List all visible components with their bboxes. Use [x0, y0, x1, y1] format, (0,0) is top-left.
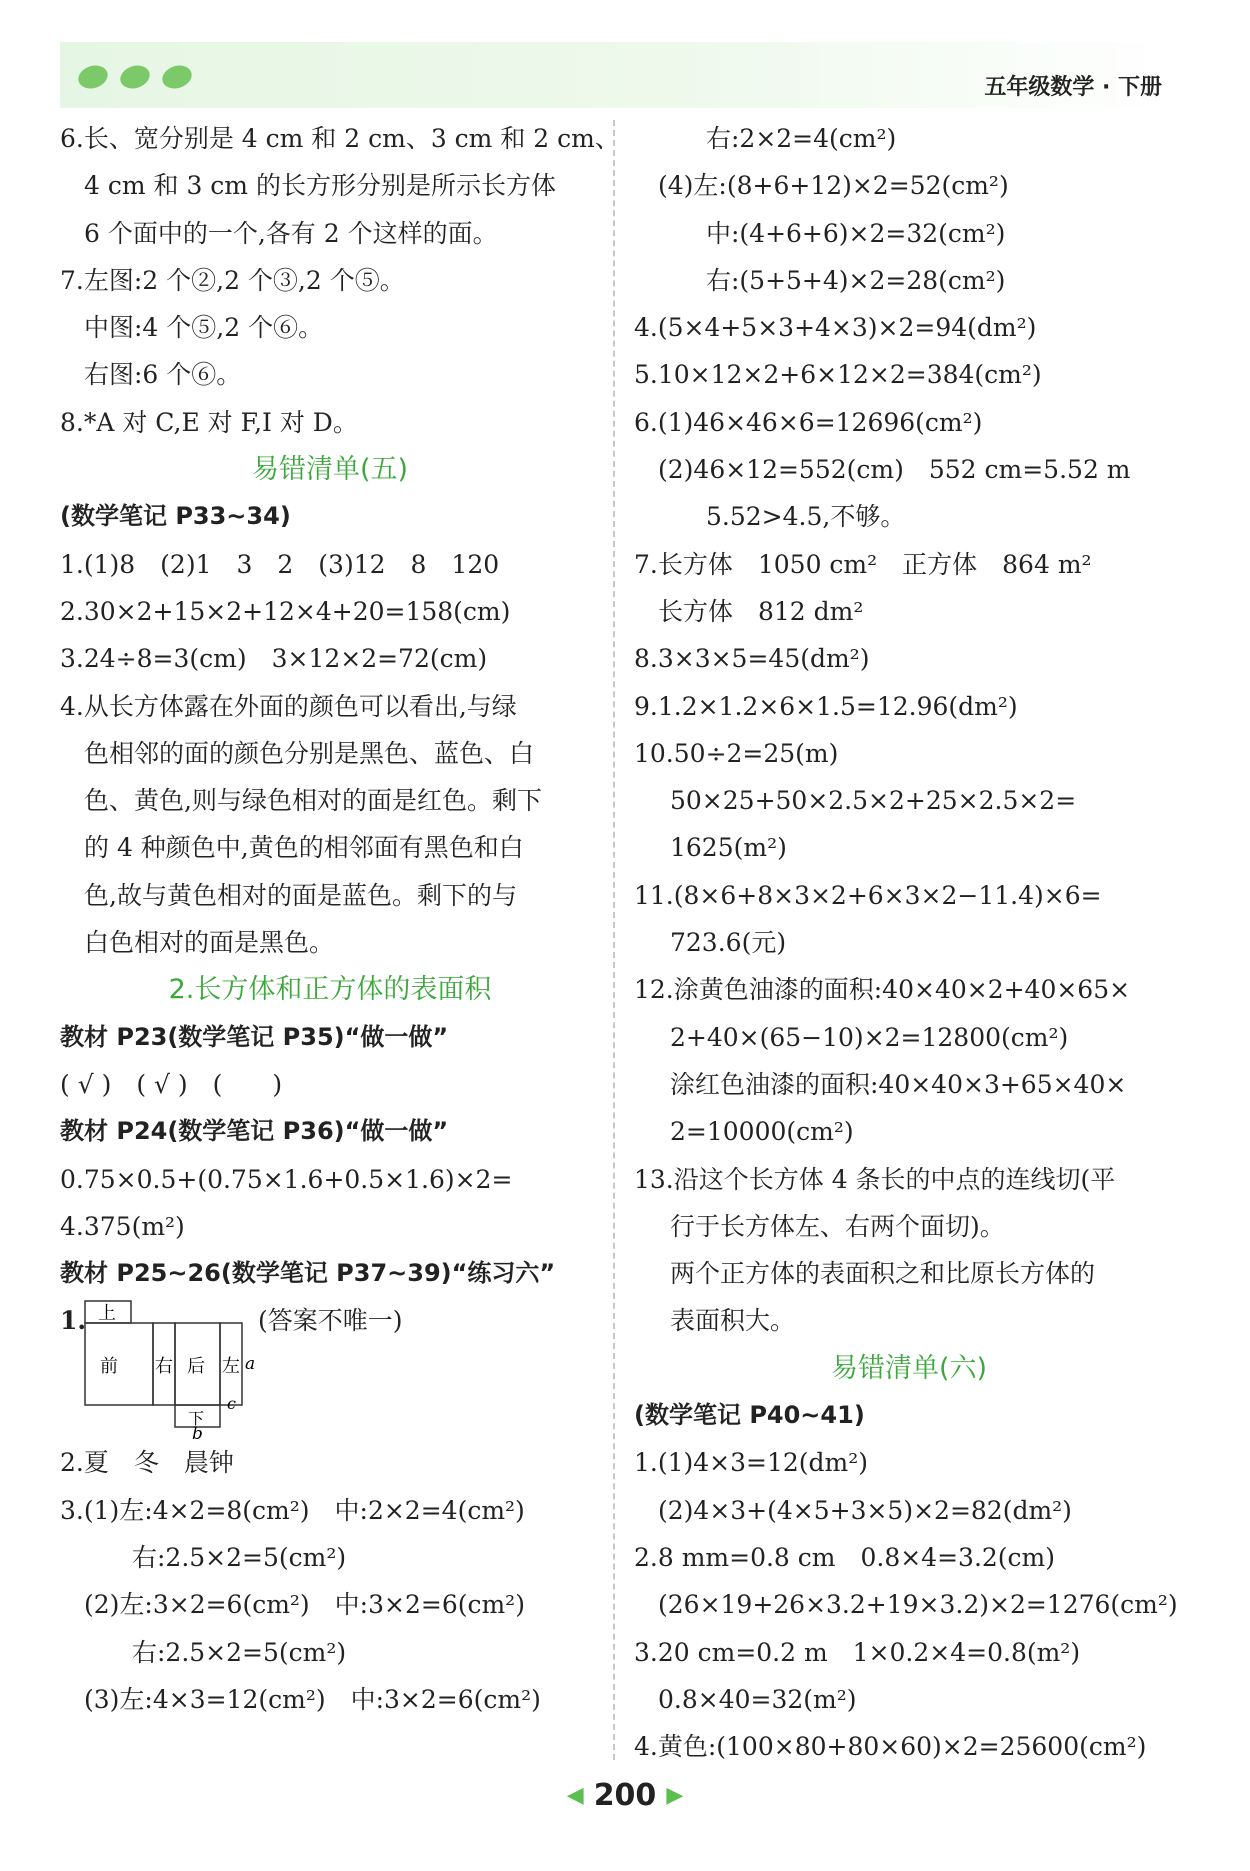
dot-icon [117, 62, 152, 92]
answer-line: 色相邻的面的颜色分别是黑色、蓝色、白 [84, 738, 535, 768]
answer-line: 10.50÷2=25(m) [634, 738, 839, 768]
answer-line: 8.*A 对 C,E 对 F,I 对 D。 [60, 407, 358, 437]
answer-line: 4.(5×4+5×3+4×3)×2=94(dm²) [634, 313, 1037, 343]
answer-line: 表面积大。 [670, 1306, 796, 1336]
answer-line: 白色相对的面是黑色。 [84, 928, 335, 958]
question-number: 1. [60, 1306, 87, 1336]
answer-line: 2=10000(cm²) [670, 1117, 854, 1147]
answer-line: 13.沿这个长方体 4 条长的中点的连线切(平 [634, 1164, 1116, 1194]
answer-line: (2)46×12=552(cm) 552 cm=5.52 m [658, 455, 1131, 485]
answer-line: 4.375(m²) [60, 1211, 185, 1241]
net-face-back: 后 [187, 1356, 205, 1378]
column-divider [613, 120, 615, 1760]
answer-line: 1625(m²) [670, 833, 787, 863]
answer-line: 3.24÷8=3(cm) 3×12×2=72(cm) [60, 644, 488, 674]
net-note: (答案不唯一) [258, 1306, 403, 1336]
answer-line: 中图:4 个⑤,2 个⑥。 [84, 313, 324, 343]
answer-line: 长方体 812 dm² [658, 596, 864, 626]
answer-line: 行于长方体左、右两个面切)。 [670, 1211, 1005, 1241]
right-column [634, 115, 1184, 1770]
dot-icon [159, 62, 194, 92]
answer-line: 涂红色油漆的面积:40×40×3+65×40× [670, 1069, 1127, 1099]
section-heading: 易错清单(五) [251, 454, 409, 486]
answer-line: 7.长方体 1050 cm² 正方体 864 m² [634, 549, 1092, 579]
answer-line: 4 cm 和 3 cm 的长方形分别是所示长方体 [84, 171, 556, 201]
answer-line: 4.从长方体露在外面的颜色可以看出,与绿 [60, 691, 517, 721]
answer-line: (2)4×3+(4×5+3×5)×2=82(dm²) [658, 1495, 1072, 1525]
answer-line: 2.夏 冬 晨钟 [60, 1448, 234, 1478]
answer-line: 右:2.5×2=5(cm²) [132, 1637, 347, 1667]
answer-line: 1.(1)4×3=12(dm²) [634, 1448, 869, 1478]
answer-line: (26×19+26×3.2+19×3.2)×2=1276(cm²) [658, 1590, 1178, 1620]
net-label-b: b [192, 1424, 203, 1445]
answer-line: 两个正方体的表面积之和比原长方体的 [670, 1259, 1096, 1289]
answer-line: 2.30×2+15×2+12×4+20=158(cm) [60, 596, 511, 626]
answer-line: 中:(4+6+6)×2=32(cm²) [706, 218, 1006, 248]
page-footer [0, 1778, 1250, 1813]
reference-heading: 教材 P24(数学笔记 P36)“做一做” [60, 1117, 449, 1146]
answer-line: 5.10×12×2+6×12×2=384(cm²) [634, 360, 1042, 390]
left-lines-continued [60, 1439, 600, 1723]
answer-line: 2.8 mm=0.8 cm 0.8×4=3.2(cm) [634, 1542, 1056, 1572]
answer-line: 6.(1)46×46×6=12696(cm²) [634, 407, 983, 437]
answer-line: 色,故与黄色相对的面是蓝色。剩下的与 [84, 880, 517, 910]
answer-line: 的 4 种颜色中,黄色的相邻面有黑色和白 [84, 833, 524, 863]
answer-line: 右:2.5×2=5(cm²) [132, 1543, 347, 1573]
net-face-left: 左 [222, 1356, 240, 1378]
answer-line: 3.20 cm=0.2 m 1×0.2×4=0.8(m²) [634, 1637, 1081, 1667]
net-face-bottom: 下 [188, 1409, 205, 1429]
answer-line: 9.1.2×1.2×6×1.5=12.96(dm²) [634, 691, 1018, 721]
answer-line: 8.3×3×5=45(dm²) [634, 644, 870, 674]
reference-heading: (数学笔记 P40~41) [634, 1401, 865, 1430]
net-face-top: 上 [98, 1303, 116, 1325]
answer-line: 50×25+50×2.5×2+25×2.5×2= [670, 786, 1077, 816]
reference-heading: 教材 P23(数学笔记 P35)“做一做” [60, 1022, 449, 1051]
answer-line: 右:(5+5+4)×2=28(cm²) [706, 265, 1006, 295]
answer-line: (3)左:4×3=12(cm²) 中:3×2=6(cm²) [84, 1684, 541, 1714]
answer-line: 6.长、宽分别是 4 cm 和 2 cm、3 cm 和 2 cm、 [60, 124, 620, 153]
left-lines [60, 115, 620, 1297]
answer-line: ( √ ) ( √ ) ( ) [60, 1069, 283, 1099]
reference-heading: (数学笔记 P33~34) [60, 502, 291, 531]
answer-line: 0.8×40=32(m²) [658, 1684, 857, 1714]
answer-line: 5.52>4.5,不够。 [706, 502, 906, 532]
page-number: 200 [593, 1778, 657, 1813]
answer-line: (4)左:(8+6+12)×2=52(cm²) [658, 171, 1009, 201]
reference-heading: 教材 P25~26(数学笔记 P37~39)“练习六” [60, 1259, 556, 1288]
cuboid-net-figure [60, 1297, 600, 1445]
cuboid-net [72, 1297, 256, 1445]
net-label-c: c [227, 1394, 236, 1414]
prev-arrow-icon: ◀ [566, 1783, 584, 1808]
answer-line: 2+40×(65−10)×2=12800(cm²) [670, 1022, 1069, 1052]
answer-line: 723.6(元) [670, 928, 787, 958]
answer-line: 12.涂黄色油漆的面积:40×40×2+40×65× [634, 975, 1131, 1005]
right-lines [634, 115, 1184, 1770]
section-heading: 易错清单(六) [830, 1352, 988, 1384]
section-heading: 2.长方体和正方体的表面积 [168, 974, 492, 1006]
answer-line: 3.(1)左:4×2=8(cm²) 中:2×2=4(cm²) [60, 1495, 525, 1525]
decorative-dots [78, 66, 192, 88]
answer-line: 6 个面中的一个,各有 2 个这样的面。 [84, 218, 498, 248]
answer-line: 0.75×0.5+(0.75×1.6+0.5×1.6)×2= [60, 1164, 513, 1194]
book-title: 五年级数学 · 下册 [984, 75, 1162, 100]
answer-line: 11.(8×6+8×3×2+6×3×2−11.4)×6= [634, 880, 1102, 910]
answer-line: 4.黄色:(100×80+80×60)×2=25600(cm²) [634, 1732, 1147, 1762]
answer-line: 1.(1)8 (2)1 3 2 (3)12 8 120 [60, 549, 500, 579]
dot-icon [75, 62, 110, 92]
net-label-a: a [245, 1354, 256, 1375]
answer-line: 7.左图:2 个②,2 个③,2 个⑤。 [60, 265, 405, 295]
net-face-front: 前 [100, 1356, 118, 1378]
next-arrow-icon: ▶ [666, 1783, 684, 1808]
answer-line: 色、黄色,则与绿色相对的面是红色。剩下 [84, 786, 542, 816]
left-column [60, 115, 620, 1723]
net-face-right: 右 [155, 1356, 173, 1378]
answer-line: 右:2×2=4(cm²) [706, 124, 897, 153]
answer-line: (2)左:3×2=6(cm²) 中:3×2=6(cm²) [84, 1590, 525, 1620]
answer-line: 右图:6 个⑥。 [84, 360, 242, 390]
